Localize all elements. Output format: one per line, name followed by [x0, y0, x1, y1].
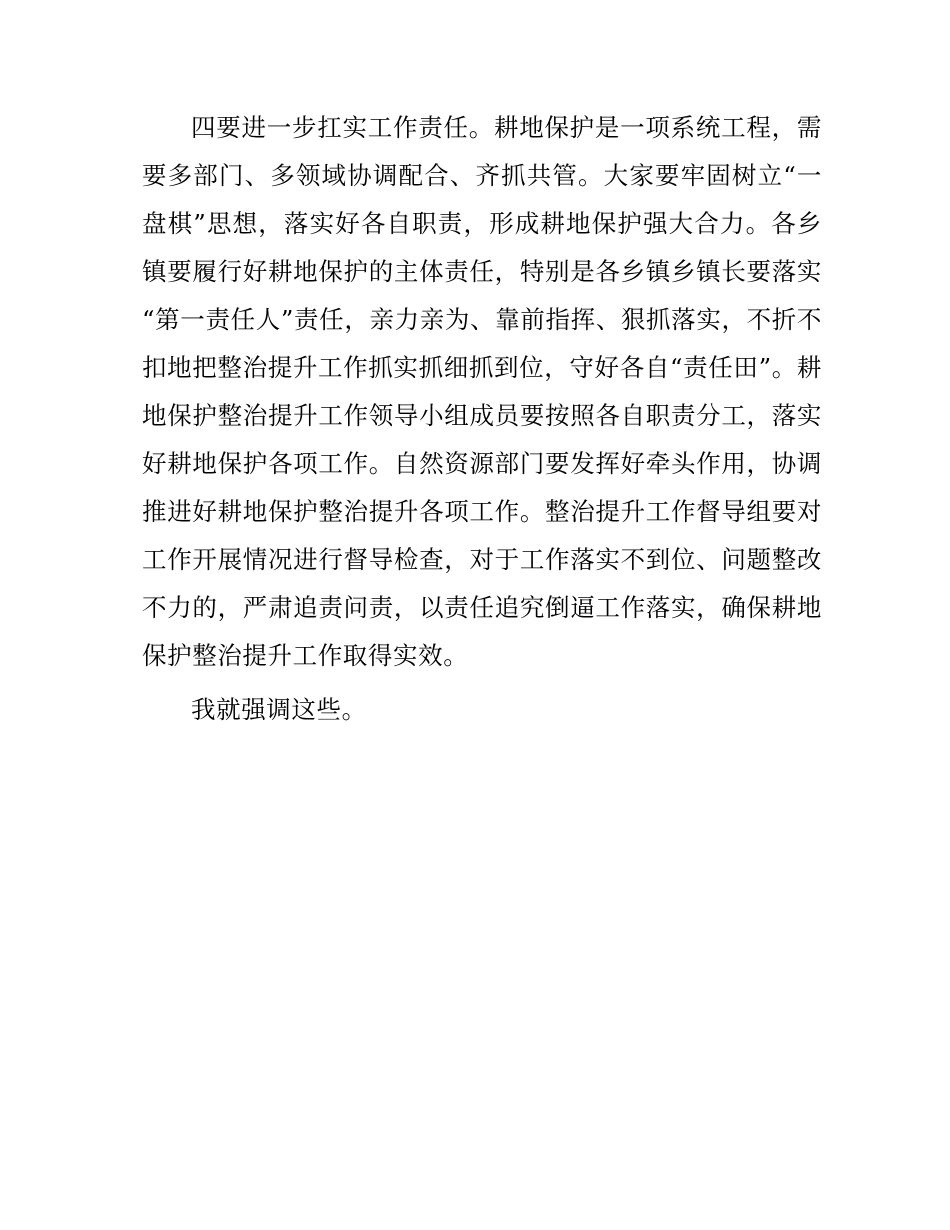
paragraph: 我就强调这些。	[191, 695, 367, 724]
document-body	[142, 104, 822, 734]
paragraph: 四要进一步扛实工作责任。耕地保护是一项系统工程，需要多部门、多领域协调配合、齐抓共管。大家要牢固树立“一盘棋”思想，落实好各自职责，形成耕地保护强大合力。各乡镇要履行好耕地保护的主体责任，特别是各乡镇乡镇长要落实“第一责任人”责任，亲力亲为、靠前指挥、狠抓落实，不折不扣地把整治提升工作抓实抓细抓到位，守好各自“责任田”。耕地保护整治提升工作领导小组成员要按照各自职责分工，落实好耕地保护各项工作。自然资源部门要发挥好牵头作用，协调推进好耕地保护整治提升各项工作。整治提升工作督导组要对工作开展情况进行督导检查，对于工作落实不到位、问题整改不力的，严肃追责问责，以责任追究倒逼工作落实，确保耕地保护整治提升工作取得实效。	[142, 113, 822, 670]
